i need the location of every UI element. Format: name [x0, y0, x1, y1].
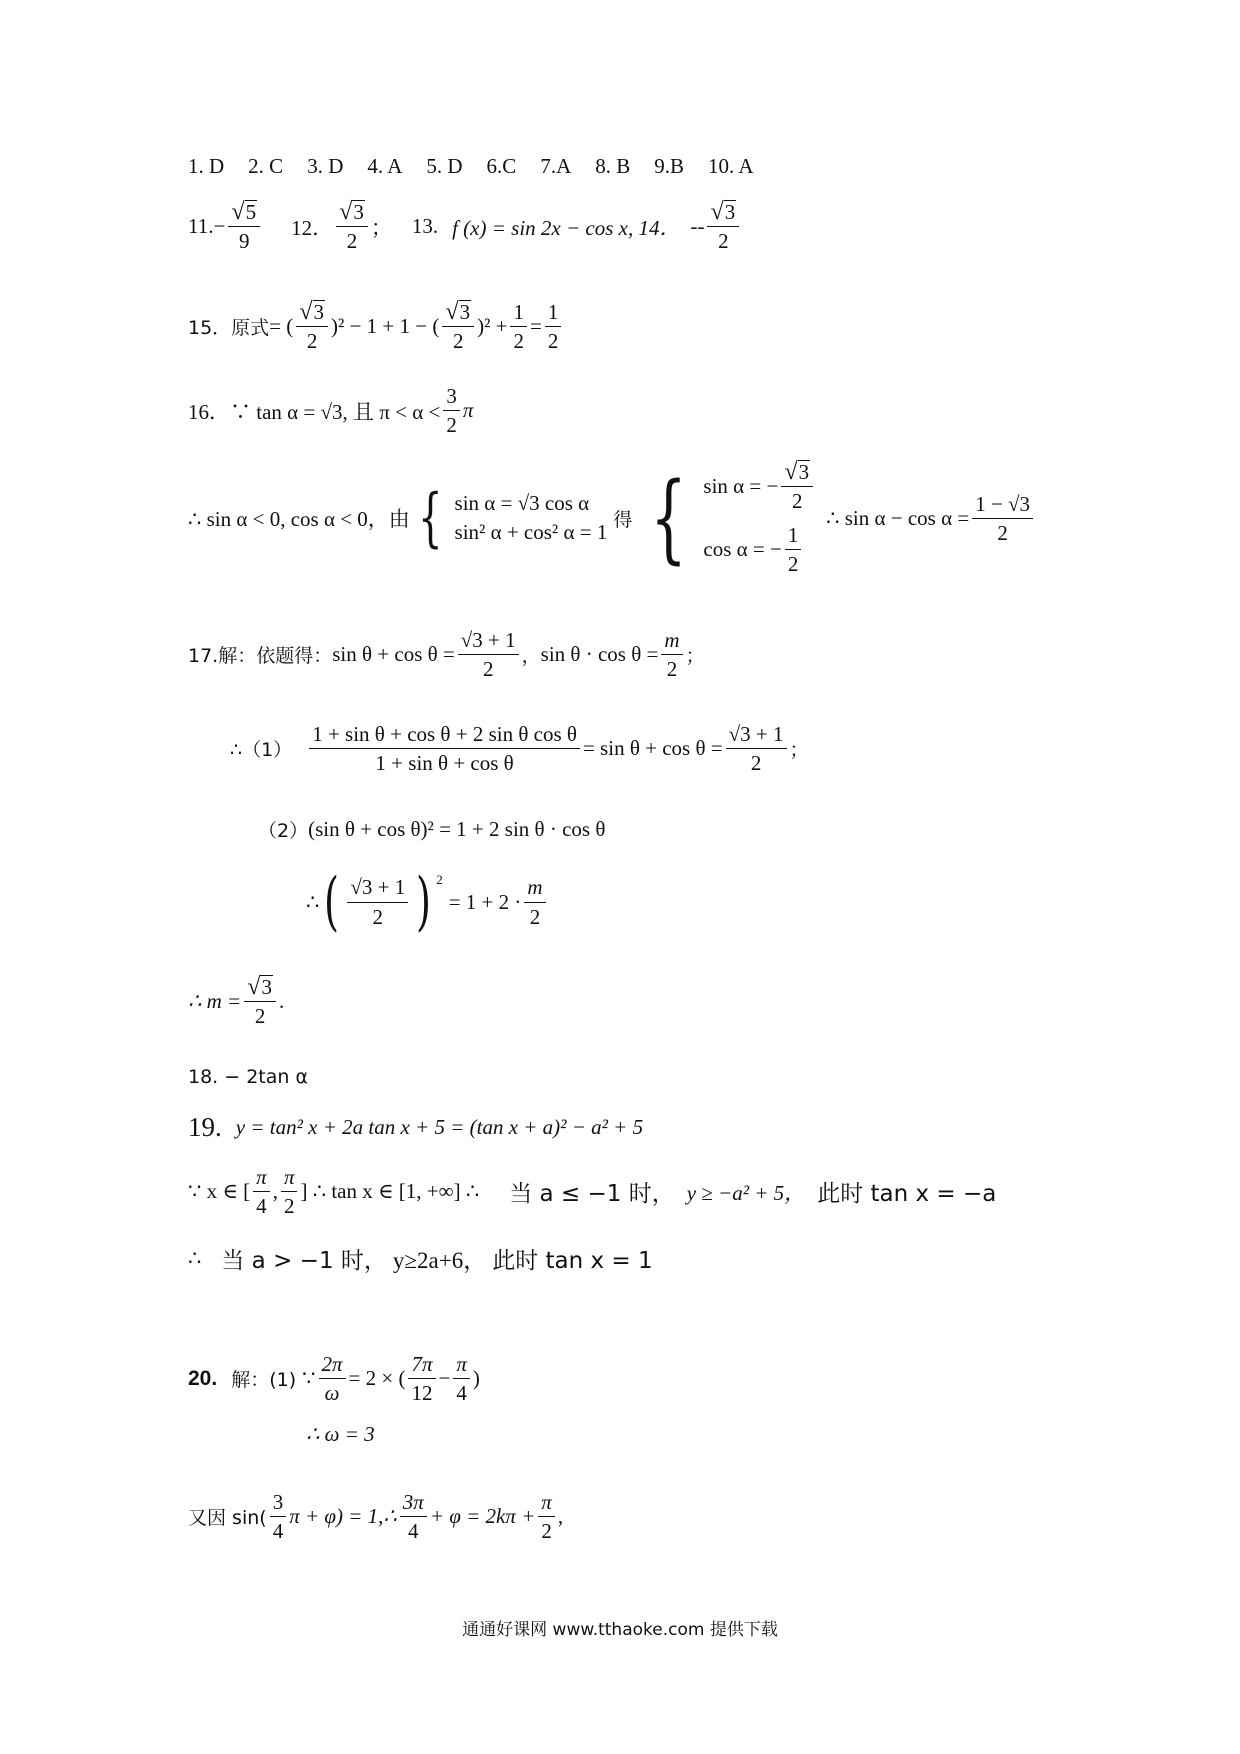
- answer-17-part-2: [258, 816, 605, 843]
- q16b-final-fraction: [972, 492, 1033, 545]
- q17a-result-numerator: √3 + 1: [726, 722, 787, 749]
- q17c-fraction: [347, 875, 408, 928]
- q19b-lead: ∵ x ∈ [: [188, 1179, 251, 1204]
- q16b-denominator: 2: [787, 552, 799, 577]
- q20-fraction: [453, 1352, 470, 1405]
- q16b-final-numerator: 1 − √3: [972, 492, 1033, 519]
- q20-mid: = 2 × (: [348, 1366, 406, 1391]
- q19b-case: 当 a ≤ −1 时，: [509, 1181, 675, 1208]
- q15-fraction: √ 3 2: [296, 300, 328, 353]
- q19-number: 19.: [188, 1112, 222, 1142]
- q15-numerator: 1: [510, 300, 527, 327]
- q11-denominator: 9: [238, 229, 250, 254]
- mc-answer: 10. A: [708, 154, 754, 178]
- q17c-denominator: 2: [372, 904, 384, 929]
- q15-denominator: 2: [452, 329, 464, 354]
- answer-19: [188, 1112, 643, 1143]
- q15-fraction: [545, 300, 562, 353]
- q12-separator: ；: [370, 215, 392, 240]
- q20-fraction: [319, 1352, 346, 1405]
- q19b-mid: ] ∴ tan x ∈ [1, +∞] ∴: [300, 1179, 480, 1204]
- q16-fraction: [443, 384, 460, 437]
- mc-answer: 9.B: [654, 154, 685, 178]
- q17a-lead: ∴（1）: [230, 739, 293, 762]
- q18-text: 18. − 2tan α: [188, 1066, 309, 1088]
- q20-number: 20.: [188, 1366, 218, 1390]
- q20-denominator: 12: [411, 1381, 433, 1406]
- q16-denominator: 2: [446, 413, 457, 438]
- q20b-numerator: π: [538, 1490, 555, 1517]
- answer-17-result: [188, 975, 284, 1028]
- q17c-exponent: 2: [436, 872, 443, 887]
- q20-because: ∵: [302, 1366, 316, 1391]
- q16b-equation: sin² α + cos² α = 1: [454, 520, 608, 545]
- q17a-result-denominator: 2: [750, 751, 762, 776]
- q17c-mid: = 1 + 2 ·: [448, 889, 522, 914]
- q17c-m-denominator: 2: [529, 904, 541, 929]
- mc-answer: 5. D: [426, 154, 463, 178]
- q17-label: 17.解：依题得：: [188, 645, 333, 668]
- q19b-then: 此时 tan x = −a: [817, 1181, 997, 1208]
- q19c-case: 当 a > −1 时，: [221, 1248, 387, 1274]
- q15-part: )² +: [477, 314, 508, 339]
- q17-end: ；: [685, 645, 705, 668]
- q19-expression: y = tan² x + 2a tan x + 5 = (tan x + a)² − a² + 5: [235, 1115, 644, 1139]
- answer-20-phase: [188, 1490, 563, 1543]
- q17c-m-fraction: [524, 875, 545, 928]
- q20b-denominator: 2: [541, 1519, 552, 1544]
- q16b-system: [410, 481, 608, 556]
- q20-numerator: 2π: [319, 1352, 346, 1379]
- q20b-fraction: [400, 1490, 427, 1543]
- answer-17-part-1: [230, 722, 809, 775]
- q19b-denominator: 2: [283, 1194, 295, 1219]
- q20-numerator: 7π: [408, 1352, 435, 1379]
- mc-answers: [188, 154, 754, 179]
- q20b-denominator: 4: [272, 1519, 284, 1544]
- mc-answer: 6.C: [486, 154, 517, 178]
- q15-part: = (: [269, 314, 294, 339]
- mc-answer: 4. A: [367, 154, 403, 178]
- q17-denominator: 2: [666, 657, 678, 682]
- q20b-numerator: 3π: [400, 1490, 427, 1517]
- mc-answer: 3. D: [307, 154, 344, 178]
- q17-denominator: 2: [482, 657, 494, 682]
- q15-fraction: [510, 300, 527, 353]
- q20b-denominator: 4: [408, 1519, 419, 1544]
- q13-number: 13.: [411, 214, 439, 239]
- q17-fraction: [458, 628, 519, 681]
- q20b-mid: π + φ) = 1,∴: [289, 1504, 397, 1529]
- q20-fraction: [408, 1352, 435, 1405]
- q17-expression: sin θ · cos θ =: [540, 642, 659, 667]
- q15-radicand: 3: [459, 300, 471, 325]
- q20b-mid2: + φ = 2kπ +: [429, 1504, 536, 1529]
- q11-number: 11.: [188, 214, 214, 239]
- q19b-fraction: [253, 1165, 270, 1218]
- q16b-de: 得: [613, 508, 633, 531]
- q20b-lead: 又因 sin(: [188, 1507, 267, 1530]
- left-brace: {: [650, 462, 688, 575]
- q16b-result-system: [638, 460, 816, 577]
- q17d-fraction: √ 3 2: [244, 975, 276, 1028]
- q19b-numerator: π: [281, 1165, 298, 1192]
- q17d-lead: ∴ m =: [188, 989, 242, 1014]
- q16b-tail: ∴ sin α − cos α =: [826, 505, 970, 530]
- q13-expression: f (x) = sin 2x − cos x, 14．: [452, 215, 681, 240]
- q19c-lead: ∴: [188, 1246, 202, 1270]
- q17-numerator: m: [661, 628, 682, 655]
- answer-16: [188, 384, 473, 437]
- q20-minus: −: [438, 1366, 451, 1391]
- mc-answer: 8. B: [595, 154, 631, 178]
- q15-denominator: 2: [306, 329, 318, 354]
- q19b-numerator: π: [253, 1165, 270, 1192]
- q16-label: 16．∵ tan α = √3, 且 π < α <: [188, 399, 441, 424]
- answer-19-case-2: [188, 1242, 653, 1275]
- answer-17: [188, 628, 705, 681]
- q15-numerator: 1: [545, 300, 562, 327]
- q17b-lead: （2）: [258, 820, 309, 842]
- q17-expression: sin θ + cos θ =: [332, 642, 455, 667]
- right-paren: ): [416, 865, 432, 939]
- q19b-bound: y ≥ −a² + 5，: [686, 1180, 806, 1205]
- q20-close: ): [472, 1366, 480, 1391]
- q17-separator: ，: [521, 645, 541, 668]
- q16b-equation: sin α = √3 cos α: [454, 491, 590, 516]
- q12-denominator: 2: [346, 229, 358, 254]
- q14-fraction: √ 3 2: [707, 200, 739, 253]
- answer-17-part-2-derivation: [306, 865, 549, 939]
- left-paren: (: [324, 865, 340, 939]
- q17d-radicand: 3: [261, 975, 272, 1000]
- q15-radicand: 3: [313, 300, 325, 325]
- q17d-denominator: 2: [254, 1004, 266, 1029]
- answer-19-case-1: ∵ x ∈ [ $\frac{\pi}{4}$ , $\frac{\pi}{2}$ ] ∴ tan x ∈ [1, +∞] ∴ 当 a ≤ −1 时， y ≥ −a² + 5， 此时 tan x = −a: [188, 1165, 997, 1219]
- q15-denominator: 2: [513, 329, 524, 354]
- q20-denominator: 4: [456, 1381, 467, 1406]
- q14-sign: --: [690, 214, 705, 239]
- q16b-numerator: 1: [785, 523, 802, 550]
- q12-number: 12．: [291, 215, 334, 240]
- q17a-end: ；: [789, 739, 809, 762]
- q16b-cos: cos α = −: [703, 537, 782, 562]
- q17d-end: .: [278, 989, 285, 1014]
- q12-fraction: √ 3 2: [336, 200, 368, 253]
- q17a-fraction: [309, 722, 580, 775]
- q12-radicand: 3: [353, 200, 364, 225]
- q17a-result-fraction: [726, 722, 787, 775]
- mc-answer: 2. C: [248, 154, 284, 178]
- answer-20-omega: [306, 1422, 375, 1447]
- q17-numerator: √3 + 1: [458, 628, 519, 655]
- q15-denominator: 2: [547, 329, 559, 354]
- q17c-m-numerator: m: [524, 875, 545, 902]
- q17a-numerator: 1 + sin θ + cos θ + 2 sin θ cos θ: [309, 722, 580, 749]
- q20-denominator: ω: [324, 1381, 340, 1406]
- q16b-denominator: 2: [792, 489, 803, 514]
- page-footer: 通通好课网 www.tthaoke.com 提供下载: [462, 1620, 778, 1640]
- q16-pi: π: [462, 398, 474, 423]
- q15-label: 15．原式: [188, 317, 270, 340]
- q20-lead: 解：(1): [231, 1369, 297, 1392]
- q17c-numerator: √3 + 1: [347, 875, 408, 902]
- answer-15: [188, 300, 564, 353]
- q20-numerator: π: [453, 1352, 470, 1379]
- q19c-bound: y≥2a+6，: [392, 1248, 487, 1273]
- answer-20: [188, 1352, 480, 1405]
- q17-fraction: [661, 628, 682, 681]
- q15-fraction: √ 3 2: [442, 300, 474, 353]
- left-brace: {: [417, 481, 443, 556]
- q19b-fraction: [281, 1165, 298, 1218]
- q19c-then: 此时 tan x = 1: [492, 1248, 653, 1274]
- q16b-fraction: √ 3 2: [781, 460, 813, 513]
- q11-radicand: 5: [245, 200, 257, 225]
- q11-fraction: √ 5 9: [228, 200, 260, 253]
- mc-answer: 1. D: [188, 154, 225, 178]
- q17c-lead: ∴: [306, 889, 320, 914]
- q20b-fraction: [538, 1490, 555, 1543]
- q19b-denominator: 4: [256, 1194, 267, 1219]
- q16b-radicand: 3: [798, 460, 810, 485]
- answer-16-solution: [188, 460, 1036, 577]
- q17a-mid: = sin θ + cos θ =: [582, 736, 723, 761]
- q15-part: =: [529, 314, 542, 339]
- q15-part: )² − 1 + 1 − (: [331, 314, 440, 339]
- q14-radicand: 3: [724, 200, 736, 225]
- q11-sign: −: [213, 214, 226, 239]
- q16-numerator: 3: [443, 384, 460, 411]
- q16b-sin: sin α = −: [703, 474, 779, 499]
- q20-result: ∴ ω = 3: [306, 1422, 375, 1446]
- q17a-denominator: 1 + sin θ + cos θ: [375, 751, 514, 776]
- q20b-end: ,: [557, 1504, 564, 1529]
- q14-denominator: 2: [718, 229, 729, 254]
- answer-18: [188, 1066, 308, 1088]
- answers-11-14: [188, 200, 742, 253]
- mc-answer: 7.A: [540, 154, 572, 178]
- q16b-lead: ∴ sin α < 0, cos α < 0，由: [188, 507, 410, 532]
- q17b-expression: (sin θ + cos θ)² = 1 + 2 sin θ · cos θ: [308, 817, 606, 841]
- q16b-final-denominator: 2: [997, 520, 1008, 545]
- q16b-fraction: [785, 523, 802, 576]
- q20b-numerator: 3: [270, 1490, 287, 1517]
- q20b-fraction: [270, 1490, 287, 1543]
